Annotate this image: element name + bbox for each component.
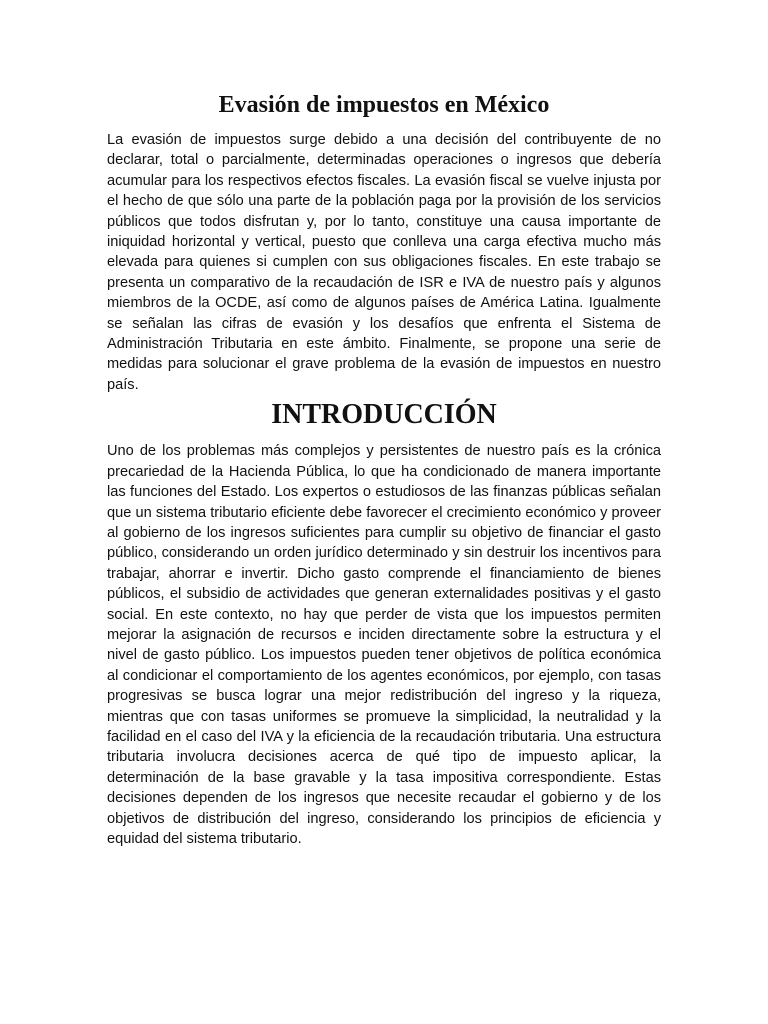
introduction-paragraph: Uno de los problemas más complejos y persistentes de nuestro país es la crónica precariedad de la Hacienda Pública, lo que ha condicionado de manera importante las funciones del Estado. Los expertos o estudiosos de las finanzas públicas señalan que un sistema tributario eficiente debe favorecer el crecimiento económico y proveer al gobierno de los ingresos suficientes para cumplir su objetivo de financiar el gasto público, considerando un orden jurídico determinado y sin destruir los incentivos para trabajar, ahorrar e invertir. Dicho gasto comprende el financiamiento de bienes públicos, el subsidio de actividades que generan externalidades positivas y el gasto social. En este contexto, no hay que perder de vista que los impuestos permiten mejorar la asignación de recursos e inciden directamente sobre la estructura y el nivel de gasto público. Los impuestos pueden tener objetivos de política económica al condicionar el comportamiento de los agentes económicos, por ejemplo, con tasas progresivas se busca lograr una mejor redistribución del ingreso y la riqueza, mientras que con tasas uniformes se promueve la simplicidad, la neutralidad y la facilidad en el caso del IVA y la eficiencia de la recaudación tributaria. Una estructura tributaria involucra decisiones acerca de qué tipo de impuesto aplicar, la determinación de la base gravable y la tasa impositiva correspondiente. Estas decisiones dependen de los ingresos que necesite recaudar el gobierno y de los objetivos de distribución del ingreso, considerando los principios de eficiencia y equidad del sistema tributario.	[107, 443, 661, 847]
abstract-paragraph: La evasión de impuestos surge debido a una decisión del contribuyente de no declarar, total o parcialmente, determinadas operaciones o ingresos que debería acumular para los respectivos efectos fiscales. La evasión fiscal se vuelve injusta por el hecho de que sólo una parte de la población paga por la provisión de los servicios públicos que todos disfrutan y, por lo tanto, constituye una causa importante de iniquidad horizontal y vertical, puesto que conlleva una carga efectiva mucho más elevada para quienes si cumplen con sus obligaciones fiscales. En este trabajo se presenta un comparativo de la recaudación de ISR e IVA de nuestro país y algunos miembros de la OCDE, así como de algunos países de América Latina. Igualmente se señalan las cifras de evasión y los desafíos que enfrenta el Sistema de Administración Tributaria en este ámbito. Finalmente, se propone una serie de medidas para solucionar el grave problema de la evasión de impuestos en nuestro país.	[107, 132, 661, 393]
section-heading-introduccion: INTRODUCCIÓN	[271, 399, 497, 431]
document-title: Evasión de impuestos en México	[218, 92, 550, 118]
document-page	[107, 88, 661, 849]
